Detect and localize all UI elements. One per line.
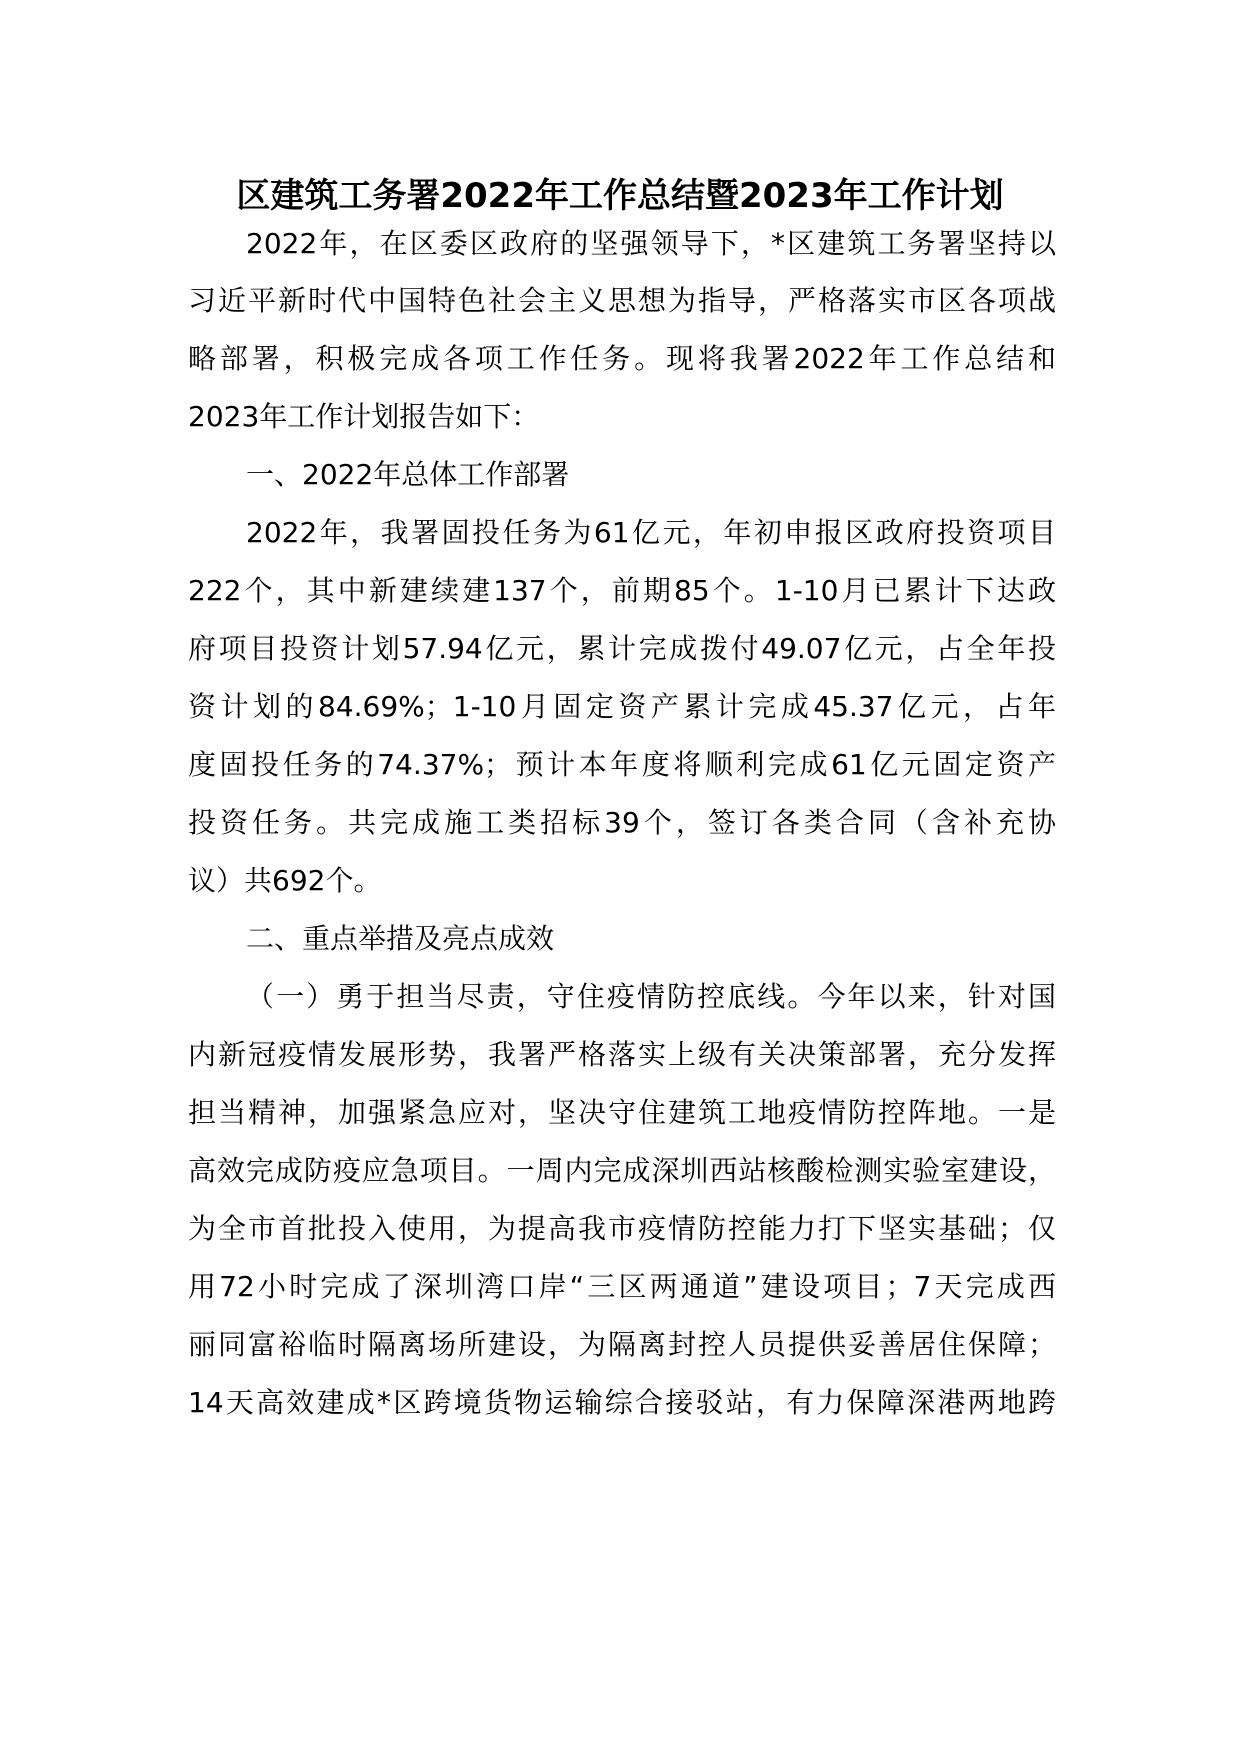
paragraph-line: 高效完成防疫应急项目。一周内完成深圳西站核酸检测实验室建设， (188, 1154, 1056, 1187)
paragraph-line: 2022年，在区委区政府的坚强领导下，*区建筑工务署坚持以 (246, 227, 1056, 260)
paragraph-line: 为全市首批投入使用，为提高我市疫情防控能力打下坚实基础；仅 (188, 1212, 1056, 1245)
paragraph-line: 府项目投资计划57.94亿元，累计完成拨付49.07亿元，占全年投 (188, 632, 1056, 665)
paragraph-line: 投资任务。共完成施工类招标39个，签订各类合同（含补充协 (188, 806, 1056, 839)
paragraph-line: （一）勇于担当尽责，守住疫情防控底线。今年以来，针对国 (246, 980, 1056, 1013)
paragraph-line: 资计划的84.69%；1-10月固定资产累计完成45.37亿元，占年 (188, 690, 1056, 723)
paragraph-line: 222个，其中新建续建137个，前期85个。1-10月已累计下达政 (188, 574, 1056, 607)
paragraph-line: 用72小时完成了深圳湾口岸“三区两通道”建设项目；7天完成西 (188, 1270, 1056, 1303)
section-heading: 一、2022年总体工作部署 (246, 458, 570, 491)
paragraph-line: 担当精神，加强紧急应对，坚决守住建筑工地疫情防控阵地。一是 (188, 1096, 1056, 1129)
paragraph-line: 习近平新时代中国特色社会主义思想为指导，严格落实市区各项战 (188, 284, 1056, 317)
paragraph-line: 2022年，我署固投任务为61亿元，年初申报区政府投资项目 (246, 516, 1056, 549)
paragraph-line: 丽同富裕临时隔离场所建设，为隔离封控人员提供妥善居住保障； (188, 1328, 1056, 1361)
paragraph-line: 2023年工作计划报告如下： (188, 400, 540, 433)
section-heading: 二、重点举措及亮点成效 (246, 922, 555, 955)
paragraph-line: 内新冠疫情发展形势，我署严格落实上级有关决策部署，充分发挥 (188, 1038, 1056, 1071)
paragraph-line: 略部署，积极完成各项工作任务。现将我署2022年工作总结和 (188, 342, 1056, 375)
paragraph-line: 度固投任务的74.37%；预计本年度将顺利完成61亿元固定资产 (188, 748, 1056, 781)
document-title: 区建筑工务署2022年工作总结暨2023年工作计划 (236, 176, 1004, 216)
paragraph-line: 14天高效建成*区跨境货物运输综合接驳站，有力保障深港两地跨 (188, 1386, 1056, 1419)
paragraph-line: 议）共692个。 (188, 864, 382, 897)
